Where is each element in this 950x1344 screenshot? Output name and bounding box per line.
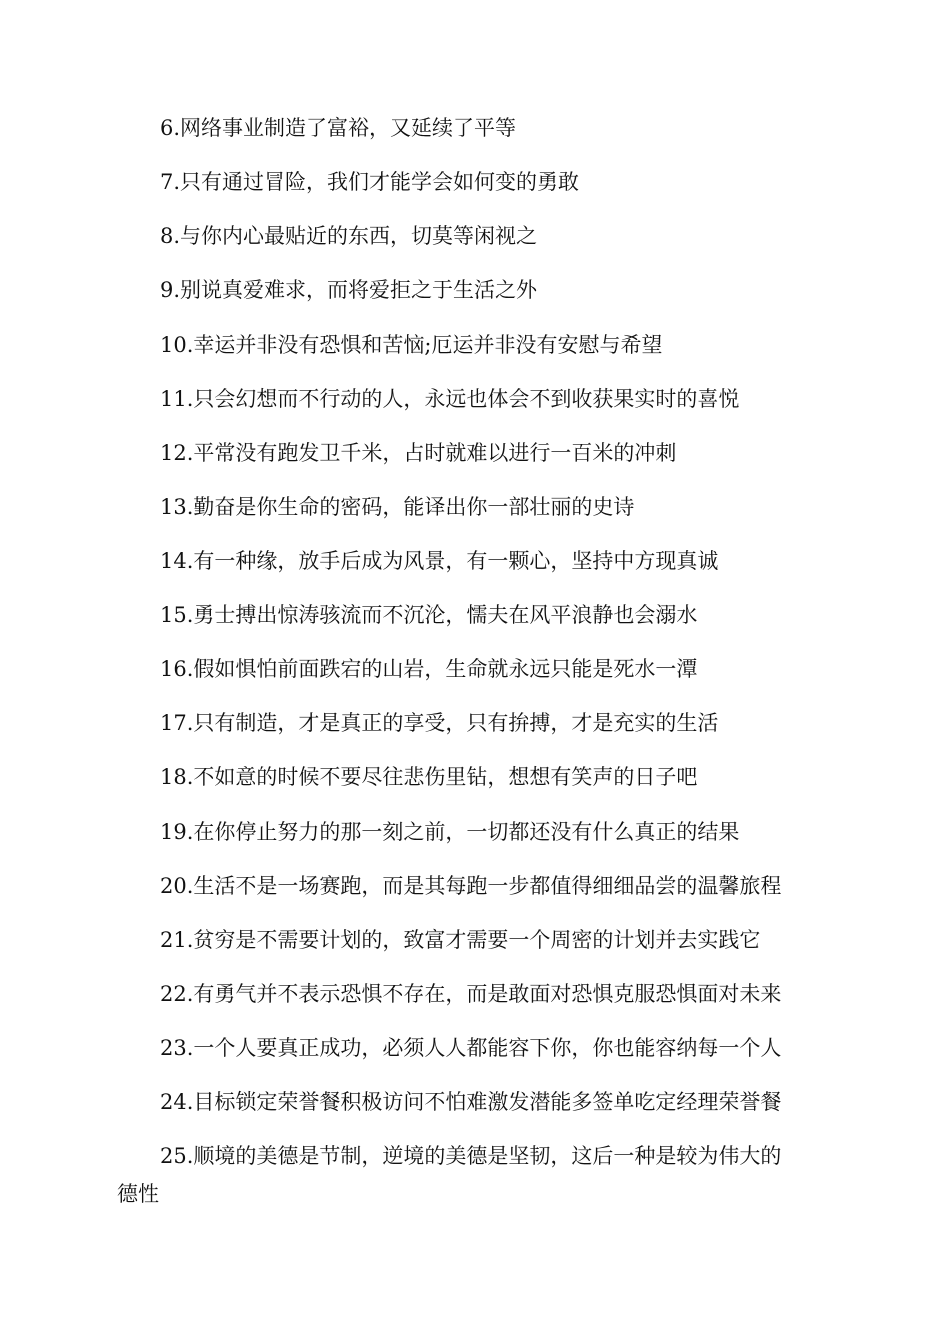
quote-line: 20.生活不是一场赛跑，而是其每跑一步都值得细细品尝的温馨旅程: [160, 874, 782, 898]
quote-line: 17.只有制造，才是真正的享受，只有拚搏，才是充实的生活: [160, 711, 719, 735]
quote-line: 9.别说真爱难求，而将爱拒之于生活之外: [160, 278, 538, 302]
quote-line-continuation: 德性: [117, 1182, 159, 1206]
quote-line: 14.有一种缘，放手后成为风景，有一颗心，坚持中方现真诚: [160, 549, 719, 573]
quote-line: 11.只会幻想而不行动的人，永远也体会不到收获果实时的喜悦: [160, 387, 740, 411]
quote-line: 21.贫穷是不需要计划的，致富才需要一个周密的计划并去实践它: [160, 928, 761, 952]
quote-line: 7.只有通过冒险，我们才能学会如何变的勇敢: [160, 170, 580, 194]
quote-line: 8.与你内心最贴近的东西，切莫等闲视之: [160, 224, 538, 248]
quote-line: 23.一个人要真正成功，必须人人都能容下你，你也能容纳每一个人: [160, 1036, 782, 1060]
quote-line: 15.勇士搏出惊涛骇流而不沉沦，懦夫在风平浪静也会溺水: [160, 603, 698, 627]
quote-line: 19.在你停止努力的那一刻之前，一切都还没有什么真正的结果: [160, 820, 740, 844]
quote-line: 22.有勇气并不表示恐惧不存在，而是敢面对恐惧克服恐惧面对未来: [160, 982, 782, 1006]
quote-line: 13.勤奋是你生命的密码，能译出你一部壮丽的史诗: [160, 495, 635, 519]
quote-line: 24.目标锁定荣誉餐积极访问不怕难激发潜能多签单吃定经理荣誉餐: [160, 1090, 782, 1114]
quote-line: 6.网络事业制造了富裕，又延续了平等: [160, 116, 517, 140]
quote-line: 16.假如惧怕前面跌宕的山岩，生命就永远只能是死水一潭: [160, 657, 698, 681]
quote-line: 12.平常没有跑发卫千米，占时就难以进行一百米的冲刺: [160, 441, 677, 465]
quote-line-first-part: 25.顺境的美德是节制，逆境的美德是坚韧，这后一种是较为伟大的: [160, 1144, 782, 1168]
quote-line: 18.不如意的时候不要尽往悲伤里钻，想想有笑声的日子吧: [160, 765, 698, 789]
quote-line: 10.幸运并非没有恐惧和苦恼;厄运并非没有安慰与希望: [160, 333, 663, 357]
